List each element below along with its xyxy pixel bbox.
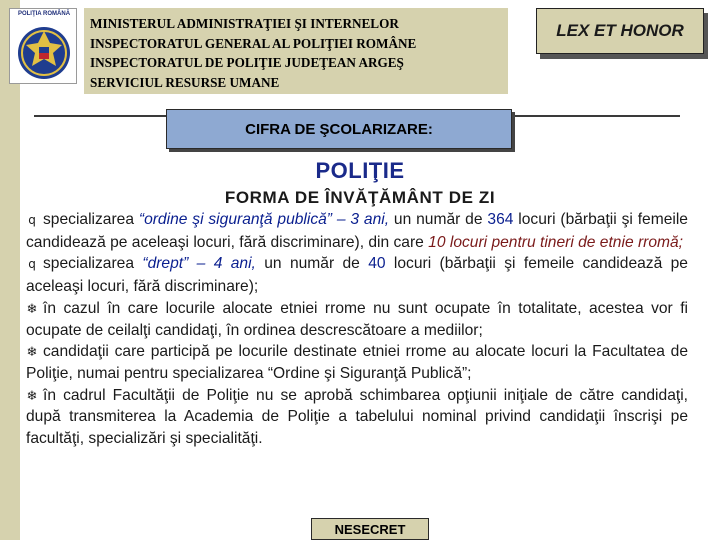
ministry-line: INSPECTORATUL GENERAL AL POLIŢIEI ROMÂNE (90, 35, 417, 51)
coat-of-arms-icon (16, 21, 72, 81)
police-logo (9, 8, 77, 84)
snowflake-bullet-icon: ❄ (26, 300, 38, 316)
checkbox-bullet-icon: q (28, 257, 36, 272)
banner-box: CIFRA DE ŞCOLARIZARE: (166, 109, 512, 149)
snowflake-bullet-icon: ❄ (26, 387, 38, 403)
paragraph-drept (26, 253, 688, 297)
text-run: locuri (bărbaţii şi femeile candidează pe aceleaşi locuri, fără discriminare), din care (26, 211, 688, 251)
text-run: locuri (bărbaţii şi femeile candidează pe aceleaşi locuri, fără discriminare); (26, 255, 688, 296)
logo-caption: POLIŢIA ROMÂNĂ (17, 11, 71, 17)
text-run: în cazul în care locurile alocate etniei rrome nu sunt ocupate în totalitate, acestea vor fi ocupate de ceilalţi candidaţi, în ordinea descrescătoare a mediilor; (26, 299, 688, 339)
page-title: POLIŢIE (315, 158, 405, 183)
ministry-line: MINISTERUL ADMINISTRAŢIEI ŞI INTERNELOR (90, 16, 399, 31)
highlight-text: “ordine şi siguranţă publică” – 3 ani, (138, 211, 390, 228)
paragraph-note-1 (26, 298, 688, 341)
seat-count: 40 (368, 255, 386, 273)
text-run: un număr de (255, 255, 369, 273)
text-run: specializarea (43, 255, 143, 273)
text-run: specializarea (43, 211, 139, 228)
classification-badge: NESECRET (311, 518, 429, 540)
page-subtitle: FORMA DE ÎNVĂŢĂMÂNT DE ZI (224, 188, 496, 207)
seat-count: 364 (487, 211, 514, 228)
text-run: candidaţii care participă pe locurile destinate etniei rrome au alocate locuri la Facultatea de Poliţie, numai pentru specializarea “Ordine şi Siguranţă Publică”; (26, 343, 688, 382)
paragraph-note-2 (26, 341, 688, 384)
ministry-line: INSPECTORATUL DE POLIŢIE JUDEŢEAN ARGEŞ (90, 55, 404, 70)
snowflake-bullet-icon: ❄ (26, 344, 38, 360)
checkbox-bullet-icon: q (28, 213, 36, 227)
highlight-text: “drept” – 4 ani, (142, 255, 256, 273)
motto-box: LEX ET HONOR (536, 8, 704, 54)
text-run: un număr de (389, 211, 488, 228)
paragraph-ordine (26, 209, 688, 253)
content-body (26, 209, 688, 450)
ministry-line: SERVICIUL RESURSE UMANE (90, 74, 280, 90)
ministry-header-box (84, 8, 508, 94)
paragraph-note-3 (26, 385, 688, 450)
highlight-text: 10 locuri pentru tineri de etnie rromă; (428, 233, 684, 251)
text-run: în cadrul Facultăţii de Poliţie nu se aprobă schimbarea opţiunii iniţiale de către candidaţi, după transmiterea la Academia de Poliţie a tabelului nominal privind candidaţii înscrişi pe facultăţi, specializări şi specialităţi. (26, 386, 688, 448)
